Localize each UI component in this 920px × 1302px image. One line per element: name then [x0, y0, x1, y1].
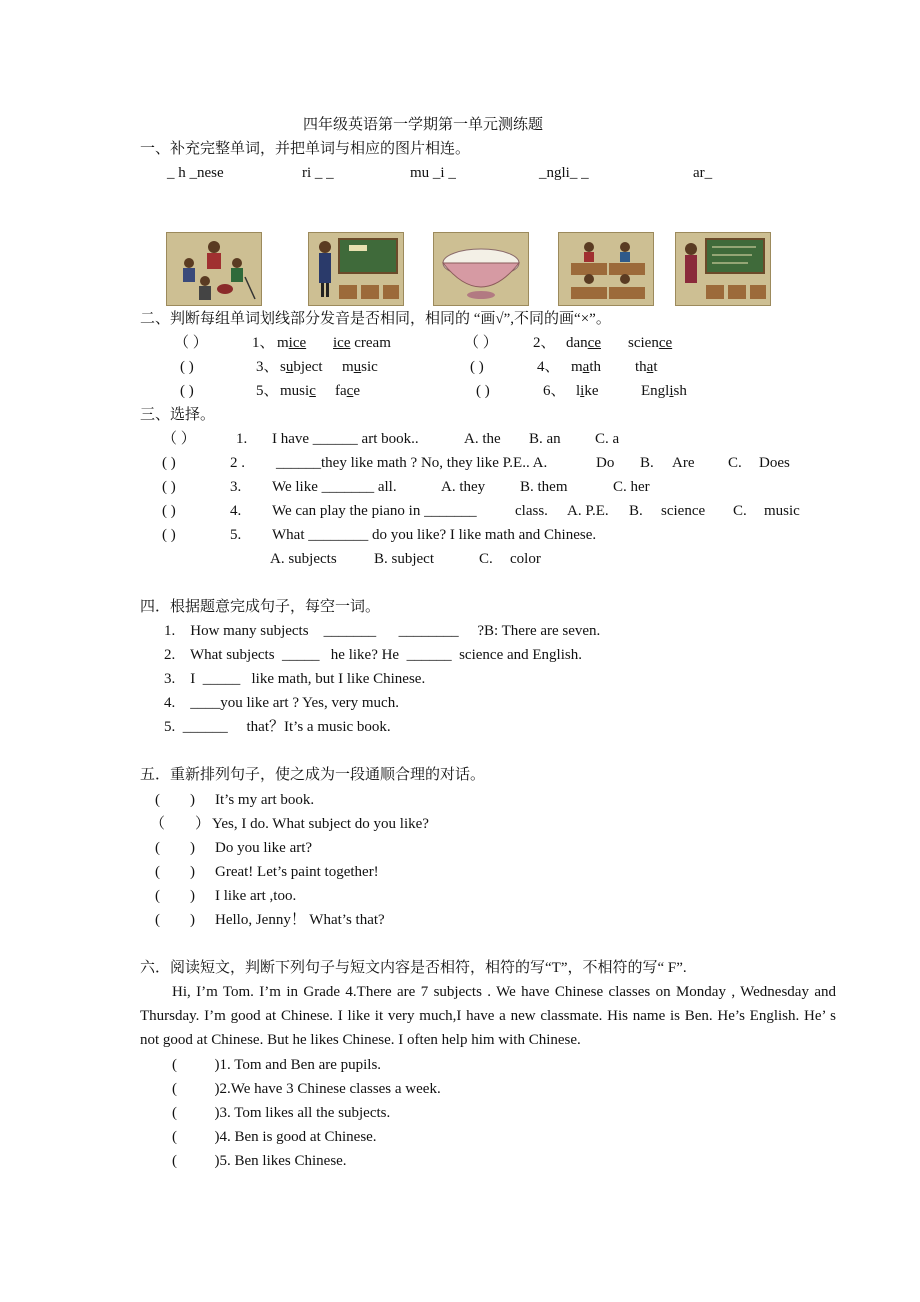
section-3-heading: 三、选择。	[140, 407, 216, 423]
option-a: Do	[596, 455, 615, 471]
option-c: color	[510, 551, 541, 567]
question-number: 1.	[236, 431, 248, 447]
word-2: music	[342, 359, 378, 375]
option-b: Are	[672, 455, 695, 471]
option-c: C. a	[595, 431, 620, 447]
classroom-icon	[675, 232, 771, 306]
reading-passage	[140, 980, 836, 1052]
answer-paren: （ ）	[464, 335, 498, 351]
question-number: 3、	[256, 359, 279, 375]
teacher-blackboard-icon	[308, 232, 404, 306]
option-c: C. her	[613, 479, 650, 495]
question-number: 3.	[230, 479, 242, 495]
answer-paren: ( )	[155, 912, 195, 928]
passage-text: Hi, I’m Tom. I’m in Grade 4.There are 7 subjects . We have Chinese classes on Monday , Wednesday and Thursday. I’m good at Chinese. I like it very much,I have a new classmate. His name is Ben. He’s English. He’ s not good at Chinese. But he likes Chinese. I often help him with Chinese.	[140, 984, 836, 1048]
dialogue-line: Do you like art?	[215, 840, 313, 856]
word-blank-3: mu _i _	[410, 165, 456, 181]
dialogue-line: I like art ,too.	[215, 888, 297, 904]
word-1: mice	[277, 335, 307, 351]
question-text: I have ______ art book..	[272, 431, 419, 447]
page-title: 四年级英语第一学期第一单元测练题	[303, 117, 544, 133]
word-blank-4: _ngli_ _	[539, 165, 589, 181]
option-c: music	[764, 503, 800, 519]
answer-paren: ( )	[155, 888, 195, 904]
option-c-label: C.	[479, 551, 493, 567]
option-b: science	[661, 503, 706, 519]
option-b: B. an	[529, 431, 561, 447]
answer-paren: ( )	[470, 359, 484, 375]
word-2: face	[335, 383, 360, 399]
dialogue-line: Hello, Jenny！ What’s that?	[215, 912, 385, 928]
judgement-item: ( )2.We have 3 Chinese classes a week.	[172, 1081, 441, 1097]
answer-paren: ( )	[155, 864, 195, 880]
answer-paren: ( )	[155, 792, 195, 808]
answer-paren: ( )	[180, 359, 194, 375]
option-c: Does	[759, 455, 790, 471]
word-2: English	[641, 383, 687, 399]
answer-paren: ( )	[162, 455, 176, 471]
answer-paren: ( )	[155, 840, 195, 856]
question-number: 1、	[252, 335, 275, 351]
answer-paren: ( )	[476, 383, 490, 399]
sentence-item: 2. What subjects _____ he like? He ______ science and English.	[164, 647, 582, 663]
word-1: math	[571, 359, 602, 375]
question-text: We can play the piano in _______	[272, 503, 477, 519]
answer-paren: ( )	[162, 479, 176, 495]
question-number: 2 .	[230, 455, 245, 471]
sentence-item: 4. ____you like art ? Yes, very much.	[164, 695, 399, 711]
word-2: science	[628, 335, 673, 351]
section-4-heading: 四．根据题意完成句子，每空一词。	[140, 599, 381, 615]
judgement-item: ( )1. Tom and Ben are pupils.	[172, 1057, 382, 1073]
section-1-heading: 一、补充完整单词，并把单词与相应的图片相连。	[140, 141, 471, 157]
rice-bowl-icon	[433, 232, 529, 306]
question-number: 5.	[230, 527, 242, 543]
option-c-label: C.	[728, 455, 742, 471]
answer-paren: ( )	[162, 527, 176, 543]
sentence-item: 3. I _____ like math, but I like Chinese.	[164, 671, 426, 687]
answer-paren: ( )	[162, 503, 176, 519]
question-number: 5、	[256, 383, 279, 399]
word-1: subject	[280, 359, 323, 375]
word-1: music	[280, 383, 316, 399]
option-b-label: B.	[640, 455, 654, 471]
question-number: 6、	[543, 383, 566, 399]
question-text: What ________ do you like? I like math and Chinese.	[272, 527, 597, 543]
students-desks-icon	[558, 232, 654, 306]
question-number: 4.	[230, 503, 242, 519]
answer-paren: （ ）	[174, 335, 208, 351]
sentence-item: 5. ______ that？It’s a music book.	[164, 719, 391, 735]
word-blank-1: _ h _nese	[167, 165, 224, 181]
word-1: dance	[566, 335, 601, 351]
section-2-heading: 二、判断每组单词划线部分发音是否相同，相同的 “画√”,不同的画“×”。	[140, 311, 611, 327]
answer-paren: （ ）	[150, 816, 211, 832]
option-b: B. subject	[374, 551, 434, 567]
question-text-2: class.	[515, 503, 548, 519]
section-5-heading: 五．重新排列句子，使之成为一段通顺合理的对话。	[140, 767, 486, 783]
question-number: 4、	[537, 359, 560, 375]
option-b: B. them	[520, 479, 568, 495]
sentence-item: 1. How many subjects _______ ________ ?B: There are seven.	[164, 623, 601, 639]
option-b-label: B.	[629, 503, 643, 519]
music-class-icon	[166, 232, 262, 306]
word-blank-5: ar_	[693, 165, 713, 181]
question-number: 2、	[533, 335, 556, 351]
option-a: A. P.E.	[567, 503, 609, 519]
option-a: A. the	[464, 431, 501, 447]
judgement-item: ( )4. Ben is good at Chinese.	[172, 1129, 377, 1145]
word-1: like	[576, 383, 599, 399]
judgement-item: ( )5. Ben likes Chinese.	[172, 1153, 347, 1169]
answer-paren: （ ）	[162, 431, 196, 447]
dialogue-line: Yes, I do. What subject do you like?	[212, 816, 429, 832]
option-a: A. subjects	[270, 551, 337, 567]
question-text: ______they like math ? No, they like P.E.. A.	[276, 455, 548, 471]
answer-paren: ( )	[180, 383, 194, 399]
word-2: that	[635, 359, 658, 375]
section-6-heading: 六．阅读短文，判断下列句子与短文内容是否相符，相符的写“T”，不相符的写“ F”.	[140, 960, 687, 976]
dialogue-line: It’s my art book.	[215, 792, 315, 808]
dialogue-line: Great! Let’s paint together!	[215, 864, 379, 880]
judgement-item: ( )3. Tom likes all the subjects.	[172, 1105, 391, 1121]
word-blank-2: ri _ _	[302, 165, 334, 181]
option-c-label: C.	[733, 503, 747, 519]
option-a: A. they	[441, 479, 486, 495]
word-2: ice cream	[333, 335, 391, 351]
question-text: We like _______ all.	[272, 479, 397, 495]
